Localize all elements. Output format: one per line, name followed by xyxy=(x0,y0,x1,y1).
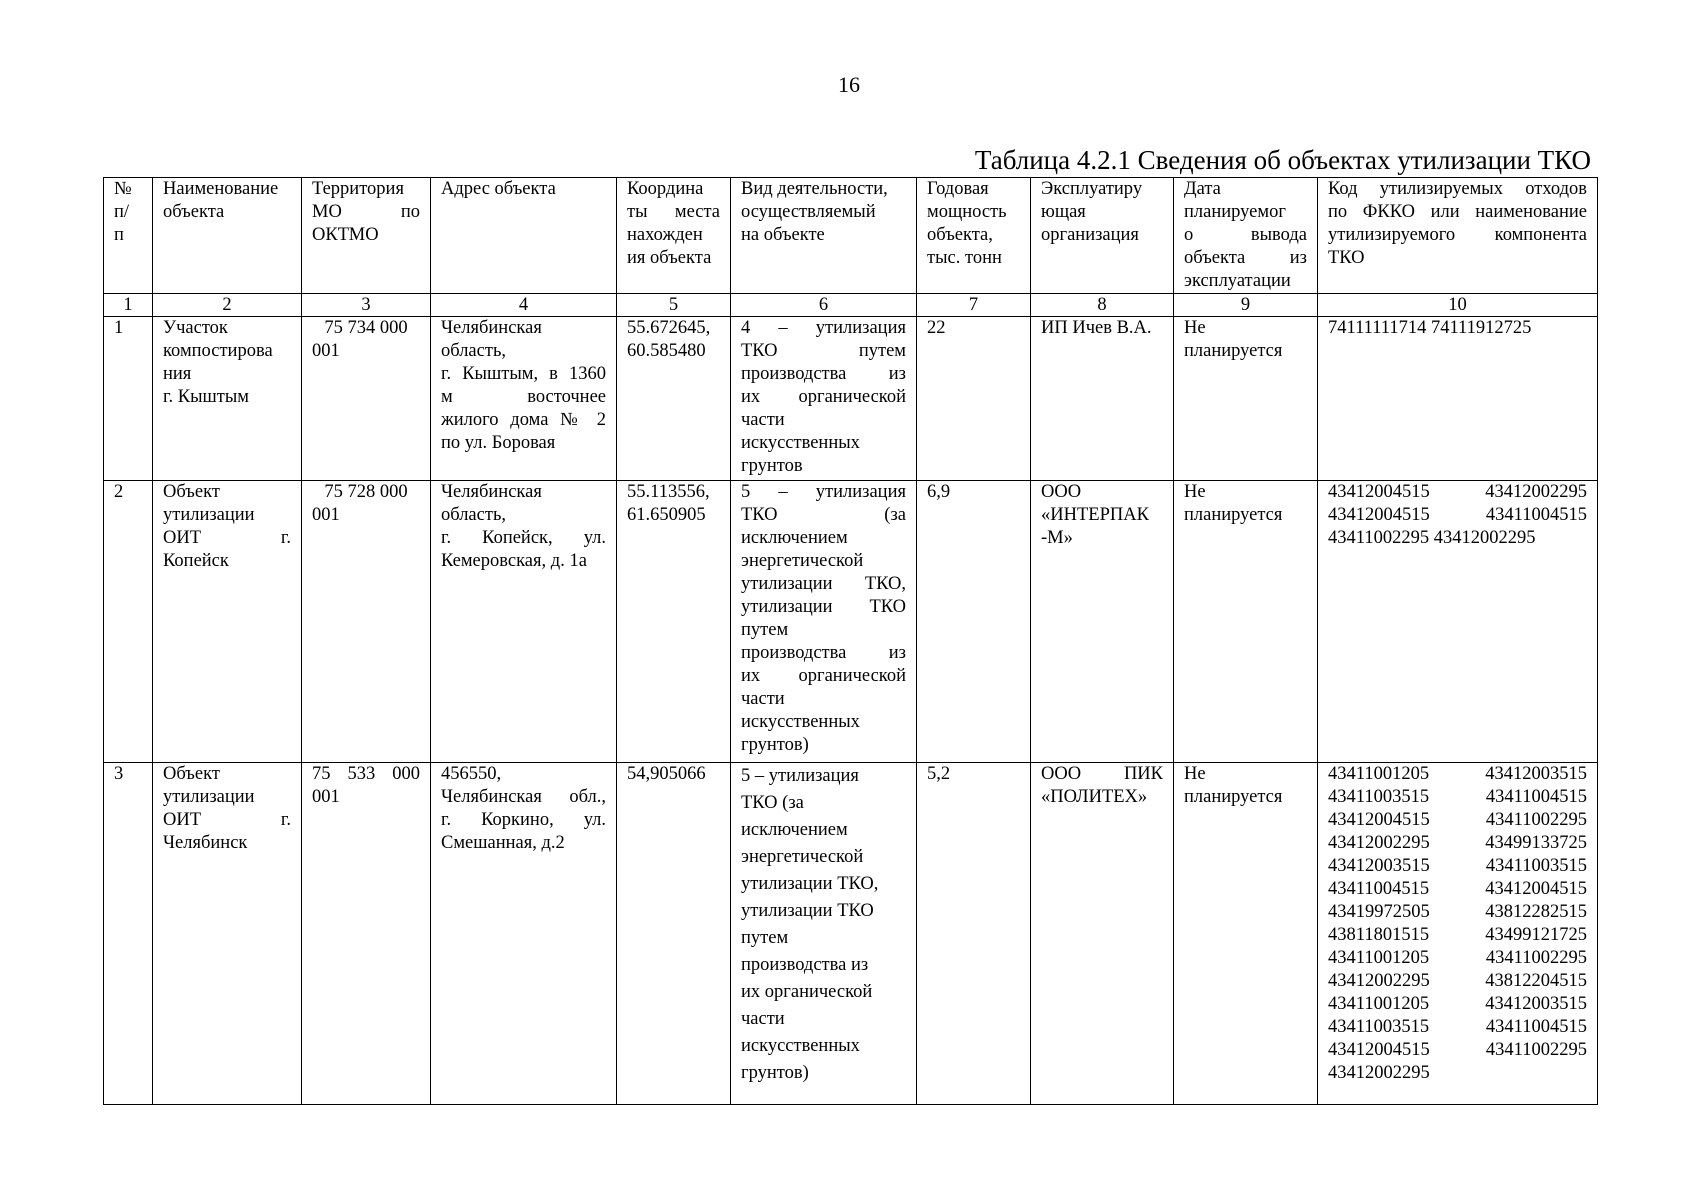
text-line: «ИНТЕРПАК xyxy=(1041,505,1149,525)
column-number: 10 xyxy=(1318,294,1598,317)
text-line: энергетической xyxy=(741,847,864,867)
text-line: Дата xyxy=(1184,179,1221,199)
header-row xyxy=(104,178,1598,294)
text-line: ООО ПИК xyxy=(1041,764,1163,784)
text-line: Эксплуатиру xyxy=(1041,179,1143,199)
text-line: 74111111714 74111912725 xyxy=(1328,318,1532,338)
text-line: Челябинская xyxy=(441,482,542,502)
text-line: Не xyxy=(1184,318,1206,338)
column-number: 6 xyxy=(731,294,917,317)
annual-capacity: 22 xyxy=(917,317,1031,481)
text-line: Годовая xyxy=(927,179,989,199)
text-line: их органической xyxy=(741,387,906,407)
waste-code: 43499121725 xyxy=(1485,925,1587,945)
text-line: эксплуатации xyxy=(1184,271,1291,291)
text-line: 456550, xyxy=(441,764,502,784)
text-line: г. Коркино, ул. xyxy=(441,810,606,830)
waste-code: 43412004515 xyxy=(1328,1040,1430,1060)
row-number: 3 xyxy=(104,763,153,1105)
text-line: планируется xyxy=(1184,505,1283,525)
text-line: грунтов) xyxy=(741,735,809,755)
text-line: искусственных xyxy=(741,1036,860,1056)
column-number: 3 xyxy=(302,294,431,317)
text-line: п xyxy=(114,225,124,245)
waste-code: 43411004515 xyxy=(1485,787,1587,807)
waste-code-grid xyxy=(1328,481,1587,527)
waste-code: 43412004515 xyxy=(1328,810,1430,830)
activity-type xyxy=(731,763,917,1105)
text-line: по ул. Боровая xyxy=(441,433,556,453)
operator-org xyxy=(1031,763,1174,1105)
text-line: Челябинская xyxy=(441,318,542,338)
waste-code: 43412004515 xyxy=(1328,505,1430,525)
header-cell xyxy=(1174,178,1318,294)
text-line: по ФККО или наименование xyxy=(1328,202,1587,222)
text-line: объекта xyxy=(163,202,225,222)
header-cell xyxy=(917,178,1031,294)
text-line: тыс. тонн xyxy=(927,248,1002,268)
text-line: ия объекта xyxy=(627,248,712,268)
facility-name xyxy=(153,317,302,481)
text-line: 75 728 000 xyxy=(324,482,408,502)
annual-capacity: 5,2 xyxy=(917,763,1031,1105)
text-line: искусственных xyxy=(741,433,860,453)
waste-code: 43411001205 xyxy=(1328,764,1430,784)
waste-code: 43811801515 xyxy=(1328,925,1430,945)
text-line: утилизации xyxy=(163,505,255,525)
waste-code: 43412003515 xyxy=(1485,994,1587,1014)
waste-code: 43499133725 xyxy=(1485,833,1587,853)
waste-code: 43812204515 xyxy=(1485,971,1587,991)
waste-code: 43812282515 xyxy=(1485,902,1587,922)
waste-code: 43412003515 xyxy=(1328,856,1430,876)
facility-address xyxy=(431,481,617,763)
waste-codes xyxy=(1318,317,1598,481)
text-line: объекта из xyxy=(1184,248,1307,268)
text-line: искусственных xyxy=(741,712,860,732)
facility-address xyxy=(431,763,617,1105)
header-cell xyxy=(302,178,431,294)
table-row xyxy=(104,481,1598,763)
text-line: ООО xyxy=(1041,482,1082,502)
decommission-date xyxy=(1174,481,1318,763)
text-line: части xyxy=(741,410,785,430)
text-line: части xyxy=(741,689,785,709)
oktmo-code xyxy=(302,317,431,481)
text-line: планируется xyxy=(1184,341,1283,361)
page-number: 16 xyxy=(838,72,860,97)
text-line: Не xyxy=(1184,764,1206,784)
waste-code: 43411004515 xyxy=(1328,879,1430,899)
column-number: 8 xyxy=(1031,294,1174,317)
text-line: Челябинская обл., xyxy=(441,787,606,807)
text-line: их органической xyxy=(741,666,906,686)
waste-code: 43412002295 xyxy=(1328,833,1430,853)
text-line: части xyxy=(741,1009,785,1029)
waste-facilities-table xyxy=(103,177,1598,1105)
operator-org xyxy=(1031,481,1174,763)
facility-address xyxy=(431,317,617,481)
text-line: производства из xyxy=(741,364,906,384)
text-line: утилизации xyxy=(163,787,255,807)
waste-code: 43412002295 xyxy=(1328,971,1430,991)
waste-code: 43412003515 xyxy=(1485,764,1587,784)
column-number: 5 xyxy=(617,294,731,317)
text-line: Кемеровская, д. 1а xyxy=(441,551,587,571)
text-line: жилого дома № 2 xyxy=(441,410,606,430)
text-line: объекта, xyxy=(927,225,993,245)
text-line: ОИТ г. xyxy=(163,810,291,830)
waste-code: 43411004515 xyxy=(1485,1017,1587,1037)
waste-code: 43411001205 xyxy=(1328,948,1430,968)
text-line: г. Кыштым xyxy=(163,387,249,407)
column-number: 9 xyxy=(1174,294,1318,317)
waste-code: 43411004515 xyxy=(1485,505,1587,525)
text-line: 55.113556, xyxy=(627,482,710,502)
annual-capacity: 6,9 xyxy=(917,481,1031,763)
header-cell xyxy=(1031,178,1174,294)
text-line: планируемог xyxy=(1184,202,1286,222)
text-line: Смешанная, д.2 xyxy=(441,833,565,853)
text-line: 60.585480 xyxy=(627,341,706,361)
facility-coordinates xyxy=(617,317,731,481)
column-number: 2 xyxy=(153,294,302,317)
text-line: организация xyxy=(1041,225,1139,245)
text-line: 75 734 000 xyxy=(324,318,408,338)
text-line: Копейск xyxy=(163,551,229,571)
text-line: м восточнее xyxy=(441,387,606,407)
facility-coordinates xyxy=(617,481,731,763)
text-line: исключением xyxy=(741,528,848,548)
column-number: 1 xyxy=(104,294,153,317)
facility-name xyxy=(153,481,302,763)
header-cell xyxy=(731,178,917,294)
text-line: ОИТ г. xyxy=(163,528,291,548)
text-line: компостирова xyxy=(163,341,273,361)
text-line: -М» xyxy=(1041,528,1073,548)
text-line: Территория xyxy=(312,179,404,199)
header-cell xyxy=(104,178,153,294)
text-line: п/ xyxy=(114,202,130,222)
header-cell xyxy=(431,178,617,294)
text-line: 5 – утилизация xyxy=(741,766,859,786)
text-line: утилизации ТКО xyxy=(741,901,874,921)
waste-codes xyxy=(1318,763,1598,1105)
text-line: Не xyxy=(1184,482,1206,502)
text-line: область, xyxy=(441,341,507,361)
header-cell xyxy=(617,178,731,294)
row-number: 2 xyxy=(104,481,153,763)
activity-type xyxy=(731,481,917,763)
text-line: путем xyxy=(741,928,789,948)
text-line: о вывода xyxy=(1184,225,1307,245)
text-line: 001 xyxy=(312,341,340,361)
text-line: Координа xyxy=(627,179,704,199)
text-line: г. Копейск, ул. xyxy=(441,528,606,548)
text-line: Наименование xyxy=(163,179,279,199)
text-line: производства из xyxy=(741,643,906,663)
text-line: Адрес объекта xyxy=(441,179,556,199)
text-line: их органической xyxy=(741,982,873,1002)
waste-code: 43412002295 xyxy=(1485,482,1587,502)
text-line: Участок xyxy=(163,318,228,338)
text-line: ты места xyxy=(627,202,720,222)
waste-code: 43411003515 xyxy=(1328,787,1430,807)
text-line: на объекте xyxy=(741,225,825,245)
waste-code: 43412004515 xyxy=(1328,482,1430,502)
text-line: Вид деятельности, xyxy=(741,179,888,199)
text-line: область, xyxy=(441,505,507,525)
text-line: ния xyxy=(163,364,192,384)
text-line: ТКО (за xyxy=(741,505,906,525)
decommission-date xyxy=(1174,763,1318,1105)
text-line: ющая xyxy=(1041,202,1086,222)
header-cell xyxy=(1318,178,1598,294)
text-line: энергетической xyxy=(741,551,864,571)
text-line: 75 533 000 xyxy=(312,764,420,784)
text-line: 5 – утилизация xyxy=(741,482,906,502)
text-line: ТКО xyxy=(1328,248,1365,268)
text-line: путем xyxy=(741,620,789,640)
text-line: Объект xyxy=(163,764,220,784)
table-caption: Таблица 4.2.1 Сведения об объектах утилизации ТКО xyxy=(974,145,1591,175)
text-line: Челябинск xyxy=(163,833,248,853)
waste-code: 43411002295 xyxy=(1485,810,1587,830)
text-line: № xyxy=(114,179,132,199)
text-line: МО по xyxy=(312,202,420,222)
text-line: ТКО путем xyxy=(741,341,906,361)
operator-org xyxy=(1031,317,1174,481)
waste-code: 43412002295 xyxy=(1328,1063,1430,1083)
waste-code: 43411002295 43412002295 xyxy=(1328,528,1536,548)
text-line: производства из xyxy=(741,955,869,975)
decommission-date xyxy=(1174,317,1318,481)
column-number-row xyxy=(104,294,1598,317)
text-line: утилизируемого компонента xyxy=(1328,225,1587,245)
text-line: ТКО (за xyxy=(741,793,804,813)
facility-coordinates xyxy=(617,763,731,1105)
text-line: 55.672645, xyxy=(627,318,711,338)
waste-codes xyxy=(1318,481,1598,763)
text-line: ИП Ичев В.А. xyxy=(1041,318,1152,338)
oktmo-code xyxy=(302,481,431,763)
waste-code: 43411002295 xyxy=(1485,948,1587,968)
text-line: Объект xyxy=(163,482,220,502)
column-number: 7 xyxy=(917,294,1031,317)
waste-code: 43419972505 xyxy=(1328,902,1430,922)
text-line: планируется xyxy=(1184,787,1283,807)
activity-type xyxy=(731,317,917,481)
text-line: 4 – утилизация xyxy=(741,318,906,338)
header-cell xyxy=(153,178,302,294)
text-line: осуществляемый xyxy=(741,202,876,222)
text-line: нахожден xyxy=(627,225,703,245)
text-line: Код утилизируемых отходов xyxy=(1328,179,1587,199)
table-row xyxy=(104,763,1598,1105)
text-line: ОКТМО xyxy=(312,225,379,245)
waste-code: 43412004515 xyxy=(1485,879,1587,899)
text-line: грунтов) xyxy=(741,1063,809,1083)
text-line: утилизации ТКО, xyxy=(741,574,906,594)
text-line: г. Кыштым, в 1360 xyxy=(441,364,606,384)
text-line: исключением xyxy=(741,820,848,840)
waste-code-grid xyxy=(1328,763,1587,1085)
text-line: 54,905066 xyxy=(627,764,706,784)
text-line: «ПОЛИТЕХ» xyxy=(1041,787,1148,807)
text-line: 001 xyxy=(312,787,340,807)
text-line: мощность xyxy=(927,202,1007,222)
text-line: 61.650905 xyxy=(627,505,706,525)
text-line: 001 xyxy=(312,505,340,525)
table-row xyxy=(104,317,1598,481)
facility-name xyxy=(153,763,302,1105)
waste-code: 43411002295 xyxy=(1485,1040,1587,1060)
oktmo-code xyxy=(302,763,431,1105)
waste-code: 43411001205 xyxy=(1328,994,1430,1014)
text-line: утилизации ТКО, xyxy=(741,874,879,894)
row-number: 1 xyxy=(104,317,153,481)
waste-code: 43411003515 xyxy=(1485,856,1587,876)
waste-code: 43411003515 xyxy=(1328,1017,1430,1037)
text-line: грунтов xyxy=(741,456,803,476)
text-line: утилизации ТКО xyxy=(741,597,906,617)
column-number: 4 xyxy=(431,294,617,317)
